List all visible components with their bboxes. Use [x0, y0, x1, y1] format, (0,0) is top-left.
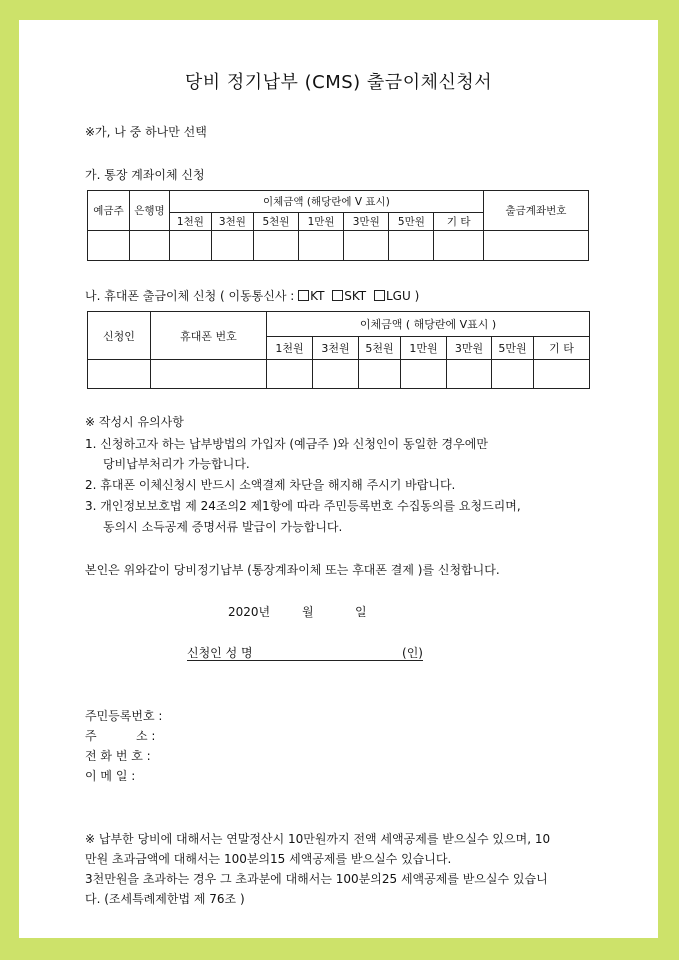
bank-input[interactable] [130, 231, 170, 261]
section-a-heading: 가. 통장 계좌이체 신청 [85, 168, 205, 182]
header-amount: 이체금액 (해당란에 V 표시) [169, 191, 483, 213]
amount-check-cell[interactable] [492, 360, 534, 389]
header-applicant: 신청인 [88, 312, 151, 360]
amount-check-cell[interactable] [267, 360, 313, 389]
header-depositor: 예금주 [88, 191, 130, 231]
amount-check-cell[interactable] [447, 360, 492, 389]
amount-check-cell[interactable] [169, 231, 211, 261]
applicant-input[interactable] [88, 360, 151, 389]
carrier-lgu-label: LGU [385, 289, 411, 303]
amount-check-cell[interactable] [389, 231, 434, 261]
signature-seal: (인) [402, 646, 423, 660]
amount-check-cell[interactable] [344, 231, 389, 261]
address-label-b: 소 : [136, 729, 156, 743]
declaration: 본인은 위와같이 당비정기납부 (통장계좌이체 또는 후대폰 결제 )를 신청합니다. [85, 563, 500, 577]
amount-option: 5천원 [253, 213, 298, 231]
checkbox-lgu[interactable] [374, 290, 385, 301]
email-label: 이 메 일 : [85, 769, 136, 783]
amount-option: 3천원 [313, 337, 359, 360]
form-title: 당비 정기납부 (CMS) 출금이체신청서 [184, 72, 493, 93]
header-amount: 이체금액 ( 해당란에 V표시 ) [267, 312, 590, 337]
header-account: 출금계좌번호 [483, 191, 588, 231]
section-b-heading-close: ) [414, 289, 420, 303]
carrier-skt-label: SKT [344, 289, 367, 303]
amount-option: 1천원 [267, 337, 313, 360]
amount-check-cell[interactable] [401, 360, 447, 389]
tax-note-line-1: ※ 납부한 당비에 대해서는 연말정산시 10만원까지 전액 세액공제를 받으실수 있으며, 10 [85, 832, 551, 846]
account-input[interactable] [483, 231, 588, 261]
amount-check-cell[interactable] [299, 231, 344, 261]
amount-option: 1만원 [299, 213, 344, 231]
notes-heading: ※ 작성시 유의사항 [85, 415, 184, 429]
amount-option: 1천원 [169, 213, 211, 231]
tax-note-line-2: 만원 초과금액에 대해서는 100분의15 세액공제를 받으실수 있습니다. [85, 852, 452, 866]
phone-transfer-table [87, 311, 590, 389]
bank-transfer-table [87, 190, 589, 261]
address-label [85, 727, 156, 744]
amount-option: 1만원 [401, 337, 447, 360]
note-item-1-line-2: 당비납부처리가 가능합니다. [103, 457, 250, 471]
amount-option: 5만원 [389, 213, 434, 231]
rrn-label: 주민등록번호 : [85, 709, 163, 723]
signature-line[interactable] [187, 644, 423, 661]
select-note: ※가, 나 중 하나만 선택 [85, 125, 207, 139]
note-item-1-line-1: 1. 신청하고자 하는 납부방법의 가입자 (예금주 )와 신청인이 동일한 경우에만 [85, 437, 488, 451]
note-item-3-line-2: 동의시 소득공제 증명서류 발급이 가능합니다. [103, 520, 343, 534]
signature-label: 신청인 성 명 [187, 646, 253, 660]
phone-input[interactable] [151, 360, 267, 389]
address-label-a: 주 [85, 729, 97, 743]
amount-option: 기 타 [534, 337, 590, 360]
amount-option: 3천원 [211, 213, 253, 231]
amount-check-cell[interactable] [253, 231, 298, 261]
amount-check-cell[interactable] [359, 360, 401, 389]
amount-option: 5만원 [492, 337, 534, 360]
amount-check-cell[interactable] [434, 231, 483, 261]
header-bank: 은행명 [130, 191, 170, 231]
header-phone: 휴대폰 번호 [151, 312, 267, 360]
amount-option: 5천원 [359, 337, 401, 360]
form-page [19, 20, 658, 938]
amount-check-cell[interactable] [211, 231, 253, 261]
tax-note-line-4: 다. (조세특례제한법 제 76조 ) [85, 892, 245, 906]
depositor-input[interactable] [88, 231, 130, 261]
carrier-kt-label: KT [310, 289, 325, 303]
checkbox-skt[interactable] [332, 290, 343, 301]
section-b-heading-text: 나. 휴대폰 출금이체 신청 ( 이동통신사 : [85, 289, 295, 303]
date-year: 2020년 [228, 605, 271, 619]
amount-option: 3만원 [447, 337, 492, 360]
tax-note-line-3: 3천만원을 초과하는 경우 그 초과분에 대해서는 100분의25 세액공제를 받으실수 있습니 [85, 872, 548, 886]
phone-label: 전 화 번 호 : [85, 749, 151, 763]
note-item-3-line-1: 3. 개인정보보호법 제 24조의2 제1항에 따라 주민등록번호 수집동의를 요청드리며, [85, 499, 521, 513]
note-item-2: 2. 휴대폰 이체신청시 반드시 소액결제 차단을 해지해 주시기 바랍니다. [85, 478, 456, 492]
amount-option: 기 타 [434, 213, 483, 231]
amount-check-cell[interactable] [313, 360, 359, 389]
amount-option: 3만원 [344, 213, 389, 231]
checkbox-kt[interactable] [298, 290, 309, 301]
date-month: 월 [302, 605, 314, 619]
date-day: 일 [355, 605, 367, 619]
section-b-heading [85, 287, 419, 304]
amount-check-cell[interactable] [534, 360, 590, 389]
